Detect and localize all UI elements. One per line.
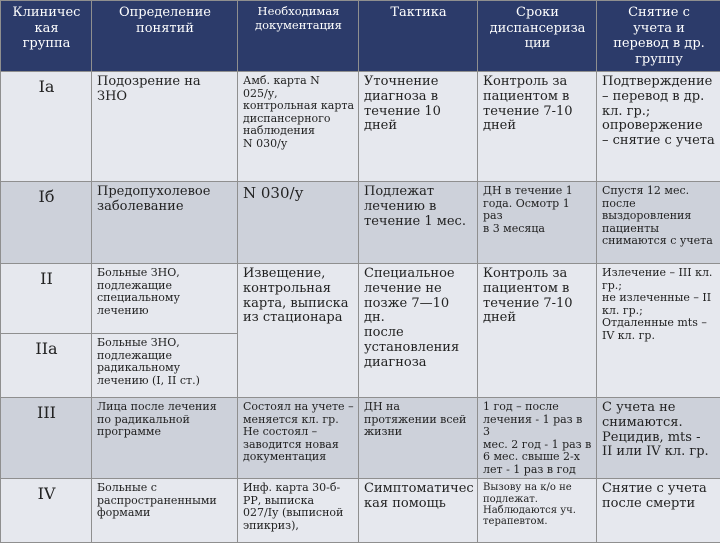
removal-cell: Излечение – III кл. гр.; не излеченные – II кл. гр.; Отдаленные mts – IV кл. гр. <box>597 264 720 398</box>
tactics-cell: Симптоматичес кая помощь <box>359 479 478 543</box>
header-clinical-group: Клиничес кая группа <box>1 1 92 72</box>
documentation-cell: Извещение, контрольная карта, выписка из стационара <box>238 264 359 398</box>
group-cell: Ia <box>1 72 92 182</box>
tactics-cell: Подлежат лечению в течение 1 мес. <box>359 182 478 264</box>
definition-cell: Больные ЗНО, подлежащие радикальному лечению (I, II ст.) <box>92 334 238 398</box>
removal-cell: Подтверждение – перевод в др. кл. гр.; опровержение – снятие с учета <box>597 72 720 182</box>
table-row <box>1 72 720 182</box>
terms-cell: 1 год – после лечения - 1 раз в 3 мес. 2 год - 1 раз в 6 мес. свыше 2-х лет - 1 раз в год <box>478 398 597 479</box>
group-cell: IV <box>1 479 92 543</box>
tactics-cell: ДН на протяжении всей жизни <box>359 398 478 479</box>
header-terms: Сроки диспансериза ции <box>478 1 597 72</box>
header-row <box>1 1 720 72</box>
terms-cell: Вызову на к/о не подлежат. Наблюдаются уч. терапевтом. <box>478 479 597 543</box>
definition-cell: Лица после лечения по радикальной программе <box>92 398 238 479</box>
definition-cell: Больные с распространенными формами <box>92 479 238 543</box>
table-row <box>1 182 720 264</box>
table-row <box>1 479 720 543</box>
header-tactics: Тактика <box>359 1 478 72</box>
tactics-cell: Уточнение диагноза в течение 10 дней <box>359 72 478 182</box>
tactics-cell: Специальное лечение не позже 7—10 дн. после установления диагноза <box>359 264 478 398</box>
removal-cell: Снятие с учета после смерти <box>597 479 720 543</box>
documentation-cell: Состоял на учете – меняется кл. гр. Не состоял – заводится новая документация <box>238 398 359 479</box>
definition-cell: Подозрение на ЗНО <box>92 72 238 182</box>
header-documentation: Необходимая документация <box>238 1 359 72</box>
group-cell: II <box>1 264 92 334</box>
table-row <box>1 264 720 334</box>
definition-cell: Больные ЗНО, подлежащие специальному лечению <box>92 264 238 334</box>
documentation-cell: Амб. карта N 025/у, контрольная карта диспансерного наблюдения N 030/у <box>238 72 359 182</box>
terms-cell: ДН в течение 1 года. Осмотр 1 раз в 3 месяца <box>478 182 597 264</box>
group-cell: Iб <box>1 182 92 264</box>
header-removal: Снятие с учета и перевод в др. группу <box>597 1 720 72</box>
terms-cell: Контроль за пациентом в течение 7-10 дней <box>478 264 597 398</box>
documentation-cell: N 030/у <box>238 182 359 264</box>
table-row <box>1 398 720 479</box>
removal-cell: С учета не снимаются. Рецидив, mts - II или IV кл. гр. <box>597 398 720 479</box>
terms-cell: Контроль за пациентом в течение 7-10 дней <box>478 72 597 182</box>
group-cell: III <box>1 398 92 479</box>
definition-cell: Предопухолевое заболевание <box>92 182 238 264</box>
header-definition: Определение понятий <box>92 1 238 72</box>
group-cell: IIa <box>1 334 92 398</box>
documentation-cell: Инф. карта 30-б- РР, выписка 027/Iу (выписной эпикриз), <box>238 479 359 543</box>
removal-cell: Спустя 12 мес. после выздоровления пациенты снимаются с учета <box>597 182 720 264</box>
